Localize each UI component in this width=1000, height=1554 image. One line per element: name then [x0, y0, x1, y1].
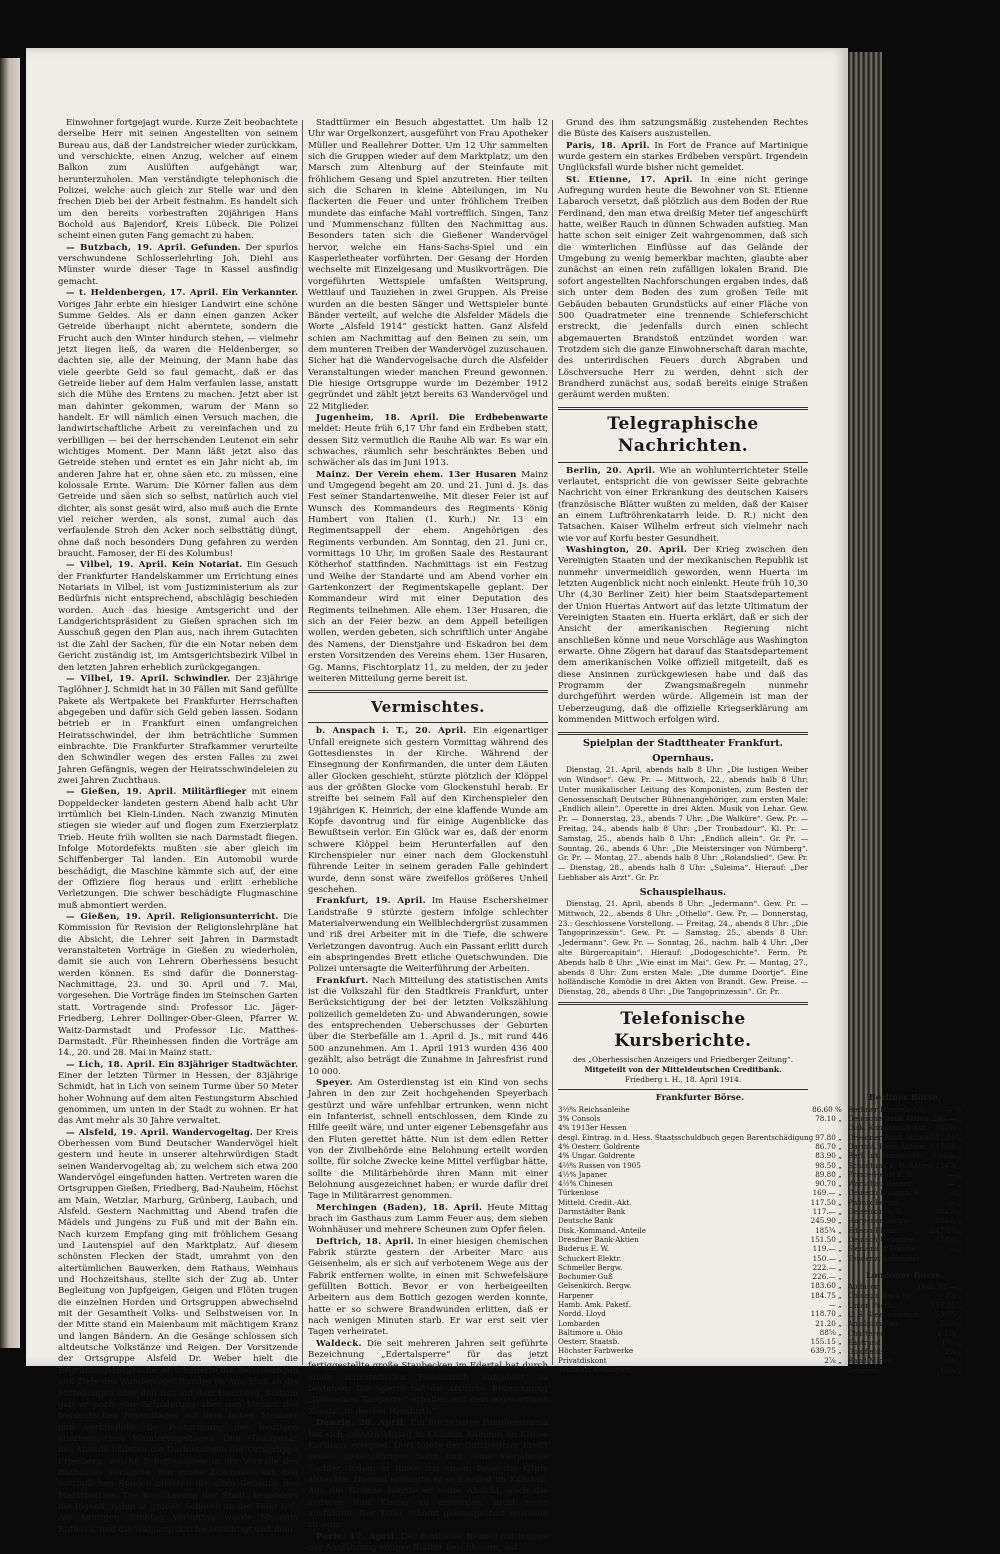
quote-row	[558, 1188, 842, 1197]
article	[58, 1128, 298, 1536]
berlin-bourse-rows	[848, 1105, 962, 1263]
article-body: In Fort de France auf Martinique wurde gestern ein starkes Erdbeben verspürt. Irgendein Unglücksfall wurde bisher nicht gemeldet.	[558, 140, 808, 174]
section-divider	[558, 407, 808, 410]
quote-row	[848, 1366, 962, 1375]
quote-value: 88⅝ „	[819, 1327, 842, 1337]
berlin-bourse-heading: Berliner Börse.	[868, 1092, 941, 1103]
quote-row	[558, 1244, 842, 1253]
quote-name: 4½% Japaner	[558, 1169, 608, 1179]
article-headline: Kein Notariat.	[171, 560, 243, 571]
quote-value	[840, 1123, 842, 1132]
quote-name: Privatdiskont	[558, 1355, 607, 1365]
vermischtes-heading: Vermischtes.	[371, 698, 485, 717]
quote-row	[558, 1365, 842, 1374]
article	[58, 787, 298, 912]
quote-row	[558, 1328, 842, 1337]
article-dateline: — Gießen, 19. April.	[66, 912, 176, 923]
quote-row	[848, 1319, 962, 1328]
quote-name: 4% Ungar. Goldrente	[558, 1151, 635, 1161]
quote-value: 90.70 „	[815, 1179, 842, 1189]
london-bourse-heading: Londoner Börse.	[865, 1269, 944, 1280]
article-dateline: — Lich, 18. April.	[66, 1059, 156, 1070]
article	[308, 1418, 548, 1531]
article	[558, 141, 808, 175]
quote-row	[848, 1161, 962, 1170]
bourse-heading: Telefonische Kursberichte.	[614, 1009, 752, 1052]
quote-value: 184⅛ „	[935, 1216, 962, 1226]
quote-value: 21.20 „	[815, 1318, 842, 1328]
quote-value: 75⅝ „	[939, 1319, 962, 1329]
quote-name: Berl. Int. Handelsbk.	[847, 1151, 924, 1161]
quote-row	[558, 1207, 842, 1216]
quote-value: 134⅞ „	[935, 1160, 962, 1170]
quote-row	[848, 1347, 962, 1356]
quote-value: 246.— „	[932, 1114, 962, 1124]
col2-articles	[308, 118, 548, 685]
quote-value: 89.80 „	[815, 1169, 842, 1179]
article-body: In eine nicht geringe Aufregung wurden heute die Bewohner von St. Etienne Labaroch versetzt, daß plötzlich aus dem Boden der Rue Ferdinand, den man etwa dreißig Meter tief angeschürft hatte, weißer Rauch in dünnen Schwaden aufstieg. Man hatte schon seit einiger Zeit wahrgenommen, daß sich die winterlichen Einflüsse auf das Gelände der Umgebung zu wenig bemerkbar machten, glaubte aber zunächst an einen rein zufälligen lokalen Brand. Die sofort angestellten Nachforschungen ergaben indes, daß sich unter dem Boden des zum großen Teile mit Gebäuden bebauten Grundstücks auf einer Fläche von 500 Quadratmeter eine trennende Schieferschicht erstreckt, die jedenfalls durch einen schlecht abgemauerten Brandstoß entzündet worden war. Trotzdem sich die ganze Einwohnerschaft daran machte, des unterirdischen Feuers durch Abgraben und Löschversuche Herr zu werden, dehnt sich der Brandherd zunächst aus, sodaß bereits einige Straßen geräumt werden mußten.	[558, 174, 808, 401]
quote-name: Nordd. Lloyd	[558, 1309, 606, 1319]
article-dateline: Jugenheim, 18. April.	[316, 412, 439, 423]
previous-page-edge	[0, 58, 20, 1348]
quote-row	[558, 1226, 842, 1235]
section-divider	[308, 722, 548, 723]
article-dateline: — Vilbel, 19. April.	[66, 673, 169, 684]
article-dateline: — t. Heldenbergen, 17. April.	[66, 288, 219, 299]
article	[58, 288, 298, 560]
vermischtes-articles	[308, 726, 548, 1554]
quote-name: Disk.-Kommand.-Anteile	[558, 1225, 646, 1235]
quote-name: 4% Oesterr. Goldrente	[558, 1141, 640, 1151]
article-dateline: Waldeck.	[316, 1338, 362, 1349]
quote-value: 184.75 „	[810, 1290, 842, 1300]
article	[308, 118, 548, 413]
quote-value: 119.— „	[812, 1244, 842, 1254]
article	[308, 1532, 548, 1554]
article-body: Wie an wohlunterrichteter Stelle verlautet, entspricht die von gewisser Seite gebrachte Nachricht von einer Erkrankung des deutschen Kaisers (französische Blätter wußten zu melden, daß der Kaiser an einem Luftröhrenkatarrh leide. D. R.) nicht den Tatsachen. Kaiser Wilhelm erfreut sich vielmehr nach wie vor auf Korfu bester Gesundheit.	[558, 465, 808, 544]
article	[558, 545, 808, 727]
article-headline: Religionsunterricht.	[180, 912, 279, 923]
col1-articles	[58, 118, 298, 1536]
column-1	[58, 118, 299, 1535]
quote-row	[848, 1207, 962, 1216]
section-divider	[308, 690, 548, 693]
quote-value: — %	[945, 1104, 962, 1114]
quote-value: — „	[948, 1188, 962, 1198]
article	[58, 912, 298, 1059]
quote-value: 151.50 „	[810, 1234, 842, 1244]
playhouse-schedule: Dienstag, 21. April, abends 8 Uhr: „Jedermann“. Gew. Pr. — Mittwoch, 22., abends 8 Uhr: „Othello“. Gew. Pr. — Donnerstag, 23.: Geschlossene Vorstellung. — Freitag, 24., abends 8 Uhr: „Die Tangoprinzessin“. Gew. Pr. — Samstag, 25., abends 8 Uhr: „Jedermann“. Gew. Pr. — Sonntag, 26., nachm. halb 4 Uhr: „Der alte Bürgercapitain“. Hierauf: „Dodogeschichte“. Ferm. Pr. Abends halb 8 Uhr: „Wie einst im Mai“. Gew. Pr. — Montag, 27., abends 8 Uhr: Zum ersten Male: „Die dumme Doortje“. Eine holländische Komödie in drei Akten von Brandt. Gew. Preise. — Dienstag, 28., abends 8 Uhr: „Die Tangoprinzessin“. Gr. Pr.	[558, 899, 808, 997]
article-body: Ein Gesuch der Frankfurter Handelskammer um Errichtung eines Notariats in Vilbel, ist vom Justizministerium als zur Bedürfnis nicht entsprechend, abschlägig beschieden worden. Auch das hiesige Amtsgericht und der Landgerichtspräsident zu Gießen sprachen sich im Ausschuß gegen den Plan aus, nach ihrem Gutachten ist die Zahl der Sachen, für die ein Notar neben dem Gericht zuständig ist, im Amtsgerichtsbezirk Vilbel in den letzten Jahren erheblich zurückgegangen.	[58, 560, 298, 673]
quote-row	[848, 1254, 962, 1263]
quote-name: Harpener	[558, 1290, 594, 1300]
frankfurt-bourse-heading: Frankfurter Börse.	[655, 1092, 744, 1103]
quote-name: Dresdner Bank-Aktien	[558, 1234, 639, 1244]
opera-heading: Opernhaus.	[652, 752, 714, 764]
quote-row	[558, 1114, 842, 1123]
quote-name: Chicago, Rock Isl.	[847, 1291, 914, 1301]
quote-value: 185¾ „	[815, 1225, 842, 1235]
quote-row	[848, 1244, 962, 1253]
quote-value: 117.50 „	[810, 1197, 842, 1207]
quote-name: Bochumer Guß	[558, 1272, 613, 1282]
quote-name: Harpener Bergw.	[847, 1216, 911, 1226]
quote-name: Union Pacific	[847, 1300, 896, 1310]
quote-name: Schantung E. B. Aktien	[847, 1160, 933, 1170]
quote-value: 190.— „	[932, 1151, 962, 1161]
col3-articles	[558, 118, 808, 402]
article	[308, 1078, 548, 1203]
quote-row	[558, 1263, 842, 1272]
quote-value: 185⅝ „	[935, 1123, 962, 1133]
quote-value: £ 1⅞ „	[937, 1328, 962, 1338]
quote-row	[848, 1338, 962, 1347]
quote-name: Deutsch-Luxemb. B.	[847, 1188, 922, 1198]
quote-name: Tendenz: behauptet.	[847, 1253, 923, 1263]
quote-name: 4½% Chinesen	[558, 1179, 613, 1189]
quote-name: 3% Consols	[558, 1114, 601, 1124]
quote-row	[558, 1142, 842, 1151]
quote-name: Atchison	[847, 1282, 880, 1292]
article-body: Der Bildhauer Bezner hat infolge der Ausführung einiger Blätter beschlossen, auf	[308, 1531, 549, 1553]
quote-value: 222.— „	[812, 1262, 842, 1272]
quote-row	[558, 1254, 842, 1263]
frankfurt-bourse	[558, 1093, 842, 1375]
frankfurt-bourse-rows	[558, 1105, 842, 1375]
quote-name: Siemens u. Halske	[847, 1244, 916, 1254]
quote-value: 157.75 „	[930, 1300, 962, 1310]
article-headline: Schwindler.	[174, 673, 231, 684]
column-2	[308, 118, 549, 1553]
right-bourses	[848, 1093, 962, 1375]
article-dateline: — Alsfeld, 19. April.	[66, 1127, 169, 1138]
quote-row	[848, 1301, 962, 1310]
quote-name: Deutsch-Ueberfee	[847, 1234, 914, 1244]
quote-value: 183.60 „	[810, 1281, 842, 1291]
bourse-subtitle: des „Oberhessischen Anzeigers und Friedberger Zeitung“.	[572, 1055, 794, 1065]
quote-row	[848, 1310, 962, 1319]
article-body: In einer hiesigen chemischen Fabrik stürzte gestern der Arbeiter Marc aus Geisenheim, als er sich auf verbotenem Wege aus der Fabrik entfernen wollte, in einen mit Schwefelsäure gefüllten Bottich. Bevor er von herbeigeeilten Arbeitern aus dem Bottich gezogen werden konnte, hatte er so schwere Brandwunden erlitten, daß er nach wenigen Minuten starb. Er war erst seit vier Tagen verheiratet.	[308, 1236, 549, 1338]
quote-row	[848, 1179, 962, 1188]
article-body: Grund des ihm satzungsmäßig zustehenden Rechtes die Büste des Kaisers auszustellen.	[558, 118, 808, 140]
telegraph-articles	[558, 466, 808, 727]
quote-value: 2⅞ „	[824, 1355, 842, 1365]
quote-row	[558, 1170, 842, 1179]
quote-name: Amalgamated	[847, 1319, 899, 1329]
quote-name: Mitteld. Credit.-Akt.	[558, 1197, 632, 1207]
quote-value: — „	[948, 1244, 962, 1254]
quote-value: 150.— „	[812, 1253, 842, 1263]
quote-value: 78.10 „	[815, 1114, 842, 1124]
article-body: Die seit mehreren Jahren seit geführte Bezeichnung „Edertalsperre“ für das jetzt fertiggestellte große Staubecken im Edertal hat durch einen ministeriellen Federstrich aufgehört zu bestehen. Die Sperre hat die amtliche Bezeichnung „Waldecker Talsperre“ erhalten mit dem eigenartigen Zusatz „in der bei Hemfurth“.	[308, 1338, 548, 1417]
quote-value: — „	[948, 1197, 962, 1207]
article	[558, 175, 808, 402]
quote-row	[558, 1346, 842, 1355]
quote-value: 3⅞ „	[944, 1291, 962, 1301]
quote-value	[960, 1254, 962, 1263]
quote-name: 3½% Reichsanleihe	[558, 1104, 630, 1114]
quote-value: — „	[948, 1169, 962, 1179]
quote-value: 117.50 „	[930, 1141, 962, 1151]
quote-value: 6⅝ „	[944, 1356, 962, 1366]
quote-row	[848, 1151, 962, 1160]
article-body: Am Osterdienstag ist ein Kind von sechs Jahren in den zur Zeit hochgehenden Speyerbach gestürzt und wäre unfehlbar ertrunken, wenn nicht ein Infanterist, schnell entschlossen, dem Kinde zu Hilfe geeilt wäre, und unter eigener Lebensgefahr aus den Fluten gerettet hätte. Nun ist dem edlen Retter von der Zivilbehörde eine Belohnung erteilt worden sollte, für solche Zwecke keine Mittel verfügbar hätte, sollte die Militärbehörde ihren Mann mit einer Belohnung ausgezeichnet haben; er wurde dafür drei Tage in Militärarrest genommen.	[308, 1077, 548, 1202]
quote-row	[848, 1188, 962, 1197]
quote-value: 155.15 „	[810, 1337, 842, 1347]
column-rule	[552, 120, 553, 1365]
article-dateline: St. Etienne, 17. April.	[566, 174, 693, 185]
quote-row	[558, 1356, 842, 1365]
quote-value: 169.— „	[812, 1188, 842, 1198]
column-3	[558, 118, 962, 1375]
quote-value: 245.90 „	[810, 1216, 842, 1226]
quote-value: 59.75 „	[935, 1309, 962, 1319]
quote-value: 1⁹⁄₁₆ „	[941, 1337, 962, 1347]
quote-name: Tendenz: behauptet.	[558, 1365, 633, 1375]
quote-name: Warschau-Wiener	[847, 1179, 912, 1189]
article-headline: Die Erdbebenwarte	[448, 412, 548, 423]
quote-name: Höchster Farbwerke	[558, 1346, 634, 1356]
quote-value: Doll. 98.— „	[917, 1282, 962, 1292]
quote-row	[848, 1142, 962, 1151]
article-body: Einer der letzten Türmer in Hessen, der 83jährige Schmidt, hat in Lich von seinem Turme über 50 Meter hoher Wohnung auf dem alten Festungsturm Abschied genommen, um unten in der Stadt zu wohnen. Er hat das Amt mehr als 30 Jahre verwaltet.	[58, 1070, 298, 1127]
theater-heading: Spielplan der Stadttheater Frankfurt.	[583, 737, 783, 749]
article-dateline: Paris, 18. April.	[566, 140, 650, 151]
section-divider	[558, 1089, 808, 1090]
article-body: Heute Mittag brach im Gasthaus zum Lamm Feuer aus, dem sieben Wohnhäuser und mehrere Scheunen zum Opfer fielen.	[308, 1202, 549, 1236]
article-body: mit einem Doppeldecker landeten gestern Abend halb acht Uhr irrtümlich bei Klein-Linden. Nach zwanzig Minuten stiegen sie wieder auf und flogen zum Exerzierplatz Trieb. Heute früh wollten sie nach Darmstadt fliegen. Infolge Motordefekts mußten sie aber gleich im Schiffenberger Tal landen. Ein Automobil wurde beschädigt, die Maschine kämmte sich auf, der eine der Offiziere flog heraus und erlitt erhebliche Verletzungen. Die schwer beschädigte Flugmaschine muß abmontiert werden.	[58, 787, 298, 911]
article-body: Der Krieg zwischen den Vereinigten Staaten und der mexikanischen Republik ist nunmehr unvermeidlich geworden, wenn Huerta im letzten Augenblick nicht noch einlenkt. Heute früh 10,30 Uhr (4,30 Berliner Zeit) hier beim Staatsdepartement der Union Huertas Antwort auf das letzte Ultimatum der Vereinigten Staaten ein. Huerta erklärt, daß er sich der Ansicht der amerikanischen Regierung nicht anschließen könne und neue Vorschläge aus Washington erwarte. Ohne Zögern hat darauf das Staatsdepartement dem amerikanischen Volke offiziell mitgeteilt, daß es diese Ansinnen zurückgewiesen habe und daß das Programm der Zwangsmaßregeln nunmehr durchgeführt werden würde. Allgemein ist man der Ueberzeugung, daß die offizielle Kriegserklärung am kommenden Mittwoch erfolgen wird.	[558, 545, 809, 726]
quote-name: Edison Elektr.	[847, 1225, 899, 1235]
article	[308, 896, 548, 975]
quote-row	[848, 1170, 962, 1179]
quote-row	[558, 1291, 842, 1300]
quote-name: U. S. Steel common	[847, 1309, 919, 1319]
quote-name: desgl. Eintrag. in d. Hess. Staatsschuldbuch gegen Barentschädigung	[558, 1132, 814, 1142]
article-body: Einwohner fortgejagt wurde. Kurze Zeit beobachtete derselbe Herr mit seinen Angestellten von seinem Bureau aus, daß der Landstreicher wieder zurückkam, und verschickte, einen Anzug, welcher auf einem Balkon zum Auslüften aufgehängt war, herunterzuholen. Man verständigte telephonisch die Polizei, welche auch gleich zur Stelle war und den frechen Dieb bei der Arbeit festnahm. Es handelt sich um den bereits vorbestraften 20jährigen Hans Bochold aus Bajendorf, Kreis Lübeck. Die Polizei scheint einen guten Fang gemacht zu haben.	[58, 118, 298, 242]
london-bourse-rows	[848, 1282, 962, 1375]
article	[308, 726, 548, 896]
quote-value: 151.50 „	[930, 1132, 962, 1142]
article-dateline: — Butzbach, 19. April.	[66, 242, 187, 253]
quote-row	[558, 1198, 842, 1207]
article	[558, 118, 808, 141]
article-dateline: — Vilbel, 19. April.	[66, 560, 168, 571]
article-headline: Ein 83jähriger Stadtwächter.	[158, 1059, 298, 1070]
article-dateline: Danzig, 20. April.	[316, 1418, 407, 1429]
quote-value: — „	[948, 1179, 962, 1189]
quote-name: Schmeller Bergw.	[558, 1262, 623, 1272]
quote-name: Eastrand	[847, 1337, 881, 1347]
article-headline: Ein Verkannter.	[222, 288, 298, 299]
quote-name: Baltimore u. Ohio	[558, 1327, 623, 1337]
section-divider	[558, 1002, 808, 1005]
quote-row	[558, 1300, 842, 1309]
quote-value: 83.90 „	[815, 1151, 842, 1161]
quote-value: 2⅜ „	[944, 1347, 962, 1357]
article-headline: Gefunden.	[190, 242, 241, 253]
article-headline: Wandervogeltag.	[172, 1127, 253, 1138]
article	[308, 1237, 548, 1339]
quote-name: Phönix Bergw.	[847, 1197, 901, 1207]
quote-value: 184⅞ „	[935, 1207, 962, 1217]
article-dateline: Merchingen (Baden), 18. April.	[316, 1202, 483, 1213]
quote-row	[848, 1105, 962, 1114]
quote-name: Oesterr. Staatsb.	[558, 1337, 620, 1347]
article-body: Der 23jährige Taglöhner J. Schmidt hat in 30 Fällen mit Sand gefüllte Pakete als Wertpakete bei Frankfurter Herrschaften abgegeben und dafür sich Geld geben lassen. Sodann betrieb er in Frankfurt einen umfangreichen Heiratsschwindel, der ihm beträchtliche Summen einbrachte. Die Frankfurter Strafkammer verurteilte den Schwindler wegen des ersten Falles zu zwei Jahren Gefängnis, wegen der Heiratsschwindeleien zu zwei Jahren Zuchthaus.	[58, 673, 298, 786]
article-dateline: Speyer.	[316, 1077, 353, 1088]
quote-name: Türkenlose	[558, 1188, 599, 1198]
article-body: Stadttürmer ein Besuch abgestattet. Um halb 12 Uhr war Orgelkonzert, ausgeführt von Frau Apotheker Müller und Reallehrer Dotter. Um 12 Uhr sammelten sich die Gruppen wieder auf dem Marktplatz, um den Marsch zum Altenburg auf der Steinfaute mit fröhlichem Gesang und Spiel anzutreten. Hier teilten sich die Scharen in kleine Abteilungen, im Nu flackerten die Feuer und unter fröhlichem Treiben mundete das einfache Mahl vortrefflich. Singen, Tanz und Mummenschanz füllten den Nachmittag aus. Besonders taten sich die Gießener Wandervögel hervor, welche ein Hans-Sachs-Spiel und ein Kasperletheater vorführten. Der Gesang der Horden wechselte mit Einzelgesang und Musikvorträgen. Die vorgeführten Wettspiele umfaßten Weitsprung, Wettlauf und Tauziehen in zwei Gruppen. Als Preise wurden an die besten Sänger und Wettspieler bunte Bänder verteilt, auf welche die Alsfelder Mädels die Worte „Alsfeld 1914“ gestickt hatten. Ganz Alsfeld schien am Nachmittag auf den Beinen zu sein, um dem munteren Treiben der Wandervögel zuzuschauen. Sicher hat die Wandervogelsache durch die Alsfelder Veranstaltungen wieder manchen Freund gewonnen. Die hiesige Ortsgruppe wurde im Dezember 1912 gegründet und zählt jetzt bereits 63 Wandervögel und 22 Mitglieder.	[308, 118, 548, 412]
quote-row	[848, 1356, 962, 1365]
quote-row	[558, 1133, 842, 1142]
quote-row	[848, 1226, 962, 1235]
quote-value	[840, 1365, 842, 1374]
quote-row	[848, 1123, 962, 1132]
quote-name: Dresdner Bank Aktien	[847, 1132, 929, 1142]
quote-name: Darmstädter Bank	[558, 1207, 626, 1217]
article-dateline: Deftrich, 18. April.	[316, 1236, 415, 1247]
telegraph-heading: Telegraphische Nachrichten.	[607, 413, 759, 456]
quote-value: 117.— „	[812, 1207, 842, 1217]
quote-name: Chartered	[847, 1328, 886, 1338]
quote-name: Deutsche Bank Aktien	[847, 1114, 929, 1124]
quote-row	[848, 1282, 962, 1291]
quote-row	[558, 1337, 842, 1346]
article-dateline: Frankfurt, 19. April.	[316, 896, 426, 907]
bourse-source: Mitgeteilt von der Mitteldeutschen Creditbank.	[584, 1064, 782, 1074]
article-body: Die Kommission für Revision der Religionslehrpläne hat die Absicht, die Lehrer seit Jahren in Darmstadt veranstalteten Vorträge in Gießen zu wiederholen, damit sie auch von Lehrern Oberhessens besucht werden können. Es sind dafür die Donnerstag-Nachmittage, 23. und 30. April und 7. Mai, vorgesehen. Die Vorträge finden im Steinschen Garten statt. Vortragende sind: Professor Lic. Jäger-Friedberg, Lehrer Dollinger-Ober-Gleen, Pfarrer W. Waitz-Darmstadt und Professor Lic. Matthes-Darmstadt. Für Rheinhessen finden die Vorträge am 14., 20. und 28. Mai in Mainz statt.	[58, 912, 299, 1059]
article-dateline: Frankfurt.	[316, 975, 369, 986]
bourse-dateline: Friedberg i. H., 18. April 1914.	[624, 1074, 742, 1084]
quote-row	[558, 1281, 842, 1290]
article-body: Der Kreis Oberhessen vom Bund Deutscher Wandervögel hielt gestern und heute in unserer altehrwürdigen Stadt seinen Wandervogeltag ab, zu welchem sich etwa 200 Wandervögel eingefunden hatten. Vertreten waren die Ortsgruppen Gießen, Friedberg, Bad-Nauheim, Höchst am Main, Wetzlar, Marburg, Grünberg, Laubach, und Alsfeld. Gestern Nachmittag und Abend trafen die Mädels und Jungens zu Fuß und mit der Bahn ein. Nach kurzem Empfang ging mit fröhlichem Gesang und Lautenspiel auf den Marktplatz. Auf diesem schönsten Flecken der Stadt, umrahmt von den altertümlichen Bauwerken, dem Rathaus, Weinhaus und Hochzeitshaus, stellte sich der Zug ab. Unter Begleitung von Jupfgeigen, Geigen und Flöten trugen die einzelnen Horden und Ortsgruppen abwechselnd mit der Gesamtheit Volks- und Selbstweisen vor. In der Mitte stand ein Maienbaum mit mächtigem Kranz und langen Bändern. An die Gesänge schlossen sich altdeutsche Volkstänze und Reigen. Der Vorsitzende der Ortsgruppe Alsfeld Dr. Weber hielt die Begrüßungsansprache; er schilderte die Bestrebungen und Ziele des Wandervogel-Bundes im Anschluß an die Mitteilungen über den Bau auf dem Herzberg. Sodann gab er noch eine Schilderung über den Verlauf des freideutschen Jugendtages auf dem hohen Meißner und verkündete die Festordnung des heutigen oberhessischen Wandervogeltages. Den Glanzpunkt des Abends bildeten die Darbietungen der Ortsgruppe Friedberg, welche Schattenspiele in der Vorhalle des Rathauses vorführte. Ein große Zuschauer sah den vorzüglichen Spielen bildeten die alten Gebäude des Marktplatzes. Die Bevölkerung der Stadt, besonders die Jugend, nahm in großen Scharen an der Feier teil. Am heutigen Sonntag Vormittag wurde Museum Rathaus, und die Walpurgiskirche besichtigt und dem	[58, 1127, 298, 1535]
quote-name: Buderus E. W.	[558, 1244, 610, 1254]
quote-value: 97.80 „	[815, 1132, 842, 1142]
quote-row	[558, 1161, 842, 1170]
article-headline: Der Verein ehem. 13er Husaren	[355, 469, 517, 480]
quote-row	[848, 1133, 962, 1142]
column-rule	[302, 120, 303, 1365]
article	[58, 118, 298, 243]
article-body: meldet: Heute früh 6,17 Uhr fand ein Erdbeben statt, dessen Sitz vermutlich die Rauhe Alb war. Es war ein schwaches, räumlich sehr beschränktes Beben und schwächer als das im Juni 1913.	[308, 424, 548, 469]
article-body: Der spurlos verschwundene Schlosserlehrling Joh. Diehl aus Münster wurde dieser Tage in Kassel ausfindig gemacht.	[58, 242, 299, 287]
opera-schedule: Dienstag, 21. April, abends halb 8 Uhr: „Die lustigen Weiber von Windsor“. Gew. Pr. — Mittwoch, 22., abends halb 8 Uhr: Unter musikalischer Leitung des Komponisten, zum Besten der Genossenschaft Deutscher Bühnenangehöriger, zum ersten Male: „Endlich allein“. Operette in drei Akten. Musik von Lehar. Gew. Pr. — Donnerstag, 23., abends 7 Uhr: „Die Walküre“. Gew. Pr. — Freitag, 24., abends halb 8 Uhr: „Der Troubadour“. Kl. Pr. — Samstag, 25., abends halb 8 Uhr: „Endlich allein“. Gr. Pr. — Sonntag, 26., abends 6 Uhr: „Die Meistersinger von Nürnberg“. Gr. Pr. — Montag, 27., abends halb 8 Uhr: „Rolandslied“. Gew. Pr. — Dienstag, 28., abends halb 8 Uhr: „Suleima“. Hierauf: „Der Liebhaber als Arzt“. Gr. Pr.	[558, 765, 808, 882]
article	[58, 560, 298, 673]
quote-row	[558, 1105, 842, 1114]
article	[58, 674, 298, 787]
article	[58, 243, 298, 288]
article-body: Ein furchtbares Familiendrama hat sich gestern Mittag in Kammin Kammin im Kreise Karthaus ereignet. Dort tötete der Gutsbesitzer Krefft seinen siebenjährigen Sohn und seine vierjährige Tochter, indem er ihnen mit einem Beile die Köpfe abhackte. Hierauf erhängte er sich selbst im Kuhstall. Aus die Gründe konnte er seine Absicht, auch die anderen fünf Kinder zu ermorden, nicht mehr ausführen. Der Täter scheint geistesgestört gewesen zu sein.	[308, 1418, 548, 1531]
quote-row	[848, 1291, 962, 1300]
article	[308, 1339, 548, 1418]
article-dateline: Washington, 20. April.	[566, 545, 688, 555]
quote-name: Darmst. Bank Aktien	[847, 1141, 924, 1151]
article-dateline: Paris, 17. April.	[316, 1531, 398, 1542]
quote-row	[848, 1114, 962, 1123]
quote-row	[848, 1235, 962, 1244]
article-dateline: b. Anspach i. T., 20. April.	[316, 726, 467, 737]
quote-value: 118.70 „	[810, 1309, 842, 1319]
quote-name: Goldfields	[847, 1347, 885, 1357]
quote-row	[558, 1235, 842, 1244]
quote-value: 178½ „	[935, 1234, 962, 1244]
quote-name: 4½% Russen von 1905	[558, 1160, 641, 1170]
article-body: Voriges Jahr erbte ein hiesiger Landwirt eine schöne Summe Geldes. Als er dann einen ganzen Acker Getreide überhaupt nicht aberntete, sondern die Frucht auch den Winter hindurch stehen, — vielmehr jetzt liegen ließ, da waren die Heldenberger, so dachten sie, alle der Meinung, der Mann habe das viele geerbte Geld so faul gemacht, daß er das Getreide lieber auf dem Halm verfaulen lasse, anstatt sich die Mühe des Erntens zu machen. Jetzt aber ist man dahinter gekommen, warum der Mann so handelt. Er will nämlich einen Versuch machen, die landwirtschaftliche Arbeit zu vereinfachen und zu verbilligen — bei der herrschenden Leutenot ein sehr wichtiges Moment. Der Mann läßt jetzt also das Getreide stehen und erntet es ein Jahr nicht ab, im anderen Jahre hat er, ohne säen etc. zu müssen, eine kolossale Ernte. Warum: Die Körner fallen aus dem Getreide und säen sich so selbst, natürlich auch viel dichter, als sonst gesät wird, also muß auch die Ernte viel reicher werden, als sonst, zumal auch das verfaulende Stroh den Acker noch selbsttätig düngt, ohne daß noch besonders Dung gefahren zu werden braucht. Famoser, der Ei des Kolumbus!	[58, 299, 298, 560]
quote-name: Gelsenkirch. Bergw.	[558, 1281, 632, 1291]
quote-name: 4% 1913er Hessen	[558, 1123, 627, 1133]
quote-row	[558, 1123, 842, 1132]
quote-name: Schuckert Elektr.	[558, 1253, 622, 1263]
quote-row	[848, 1216, 962, 1225]
section-divider	[558, 462, 808, 463]
quote-name: Hamb. Amk. Paketf.	[558, 1299, 631, 1309]
section-divider	[558, 732, 808, 735]
quote-row	[558, 1309, 842, 1318]
article-dateline: — Gießen, 19. April.	[66, 787, 177, 798]
newspaper-page	[26, 48, 962, 1553]
quote-value: 18¾ „	[939, 1365, 962, 1375]
quote-value: 86.70 „	[815, 1141, 842, 1151]
quote-name: Debeers	[847, 1365, 879, 1375]
article-dateline: Mainz.	[316, 469, 351, 480]
article-body: Nach Mitteilung des statistischen Amts ist die Volkszahl für den Stadtkreis Frankfurt, unter Berücksichtigung der bei der letzten Volkszählung polizeilich gemeldeten Zu- und Abwanderungen, sowie des entsprechenden Ueberschusses der Geburten über die Sterbefälle am 1. April d. Js., mit rund 446 500 anzunehmen. Am 1. April 1913 wurden 436 400 gezählt, also beträgt die Zunahme in Jahresfrist rund 10 000.	[308, 975, 549, 1077]
quote-value: 226.— „	[812, 1272, 842, 1282]
article-headline: Militärflieger	[181, 787, 247, 798]
quote-row	[558, 1216, 842, 1225]
bourse-tables	[558, 1092, 962, 1375]
quote-row	[558, 1151, 842, 1160]
quote-name: Berliner Handels-Ant.	[847, 1104, 928, 1114]
quote-row	[848, 1198, 962, 1207]
article	[308, 413, 548, 470]
quote-name: Rand Mines	[847, 1356, 892, 1366]
quote-value: 639.75 „	[810, 1346, 842, 1356]
article	[308, 1203, 548, 1237]
quote-name: Lombarden	[558, 1318, 600, 1328]
article	[308, 470, 548, 686]
quote-name: Gelsenkirch. B.	[847, 1207, 904, 1217]
quote-value: — „	[828, 1299, 842, 1309]
playhouse-heading: Schauspielhaus.	[639, 886, 727, 898]
quote-row	[558, 1319, 842, 1328]
quote-value: 86.60 %	[812, 1104, 842, 1114]
quote-row	[558, 1179, 842, 1188]
quote-row	[848, 1329, 962, 1338]
article-body: Ein eigenartiger Unfall ereignete sich gestern Vormittag während des Gottesdienstes in der Kirche. Während der Einsegnung der Konfirmanden, die unter dem Läuten aller Glocken geschieht, stürzte plötzlich der Klöppel aus der größten Glocke vom Glockenstuhl herab. Er streifte bei seinem Fall auf den Kirchenspieler den 19jährigen K. Heinrich, der eine klaffende Wunde am Kopfe davontrug und für einige Augenblicke das Bewußtsein verlor. Ein Glück war es, daß der enorm schwere Klöppel beim Herunterfallen auf den Kirchenspieler nur einer nach dem Glockenstuhl führende Leiter in seinem geraden Falle gehindert wurde, denn sonst wäre zweifellos größeres Unheil geschehen.	[308, 726, 549, 895]
article-dateline: Berlin, 20. April.	[566, 465, 656, 476]
quote-value: 247.25 „	[930, 1225, 962, 1235]
quote-row	[558, 1272, 842, 1281]
article-body: Mainz und Umgegend begeht am 20. und 21. Juni d. Js. das Fest seiner Standartenweihe. Mit dieser Feier ist auf Wunsch des Kommandeurs des Regiments König Humbert von Italien (1. Kurh.) Nr. 13 ein Regimentsappell der ehem. Angehörigen des Regiments verbunden. Am Sonntag, den 21. Juni cr., vormittags 10 Uhr, im großen Saale des Restaurant Kötherhof stattfinden. Nachmittags ist ein Festzug und Weihe der Standarte und am Abend vorher ein Gartenkonzert der Regimentskapelle geplant. Der Kommandeur wird mit einer Deputation des Regiments teilnehmen. Alle ehem. 13er Husaren, die sich an der Feier bezw. an dem Appell beteiligen wollen, werden gebeten, sich schriftlich unter Angabe des Namens, der Dienstjahre und Eskadron bei dem ersten Vorsitzenden des Vereins ehem. 13er Husaren, Gg. Manns, Fischtorplatz 11, zu melden, der zu jeder weiteren Mitteilung gerne bereit ist.	[308, 469, 549, 684]
article	[558, 466, 808, 545]
quote-name: Prince-Henri E. B.	[847, 1169, 915, 1179]
article	[308, 976, 548, 1078]
quote-value: 98.50 „	[815, 1160, 842, 1170]
article	[58, 1060, 298, 1128]
article-body: Im Hause Eschersheimer Landstraße 9 stürzte gestern infolge schlechter Materialverwendung ein Wellblechdergrüst zusammen und riß drei Arbeiter mit in die Tiefe, die schwere Verletzungen davontrug. Auch ein Passant erlitt durch ein abspringendes Brett etliche Quetschwunden. Die Polizei untersagte die Weiterführung der Arbeiten.	[308, 896, 548, 975]
quote-name: Deutsche Bank	[558, 1216, 613, 1226]
quote-name: Disk. Kommandit-Ant.	[847, 1123, 928, 1133]
